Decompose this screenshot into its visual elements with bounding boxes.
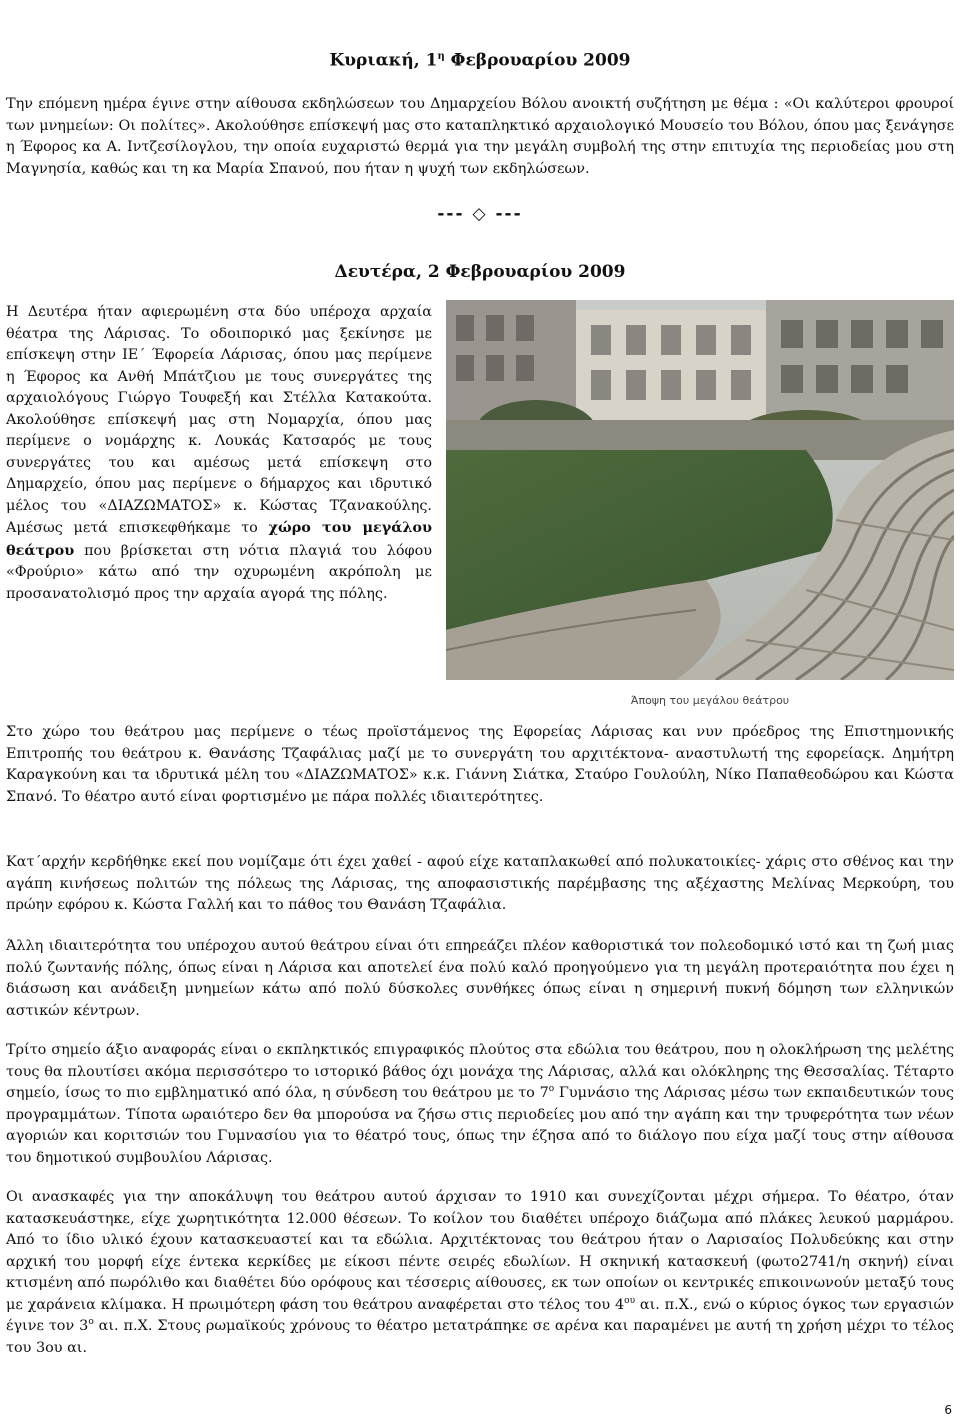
photo-caption: Άποψη του μεγάλου θεάτρου (630, 694, 790, 707)
paragraph-volos-museum: Την επόμενη ημέρα έγινε στην αίθουσα εκδηλώσεων του Δημαρχείου Βόλου ανοικτή συζήτηση με θέμα : «Οι καλύτεροι φρουροί των μνημείων: Οι πολίτες». Ακολούθησε επίσκεψή μας στο καταπληκτικό αρχαιολογικό Μουσείο του Βόλου, όπου μας ξενάγησε η Έφορος κα Α. Ιντζεσίλογλου, την οποία ευχαριστώ θερμά για την μεγάλη συμβολή της στην επιτυχία της περιοδείας μου στη Μαγνησία, καθώς και τη κα Μαρία Σπανού, που ήταν η ψυχή των εκδηλώσεων. (6, 96, 954, 177)
paragraph-excavations: Οι ανασκαφές για την αποκάλυψη του θεάτρου αυτού άρχισαν το 1910 και συνεχίζονται μέχρι σήμερα. Το θέατρο, όταν κατασκευάστηκε, είχε χωρητικότητα 12.000 θέσεων. Το κοίλον του διαθέτει υπέροχο διάζωμα από πλάκες λευκού μαρμάρου. Από το ίδιο υλικό έχουν κατασκευαστεί και τα εδώλια. Αρχιτέκτονας του θεάτρου ήταν ο Λαρισαίος Πολυδεύκης και στην αρχική του μορφή είχε έντεκα κερκίδες με είκοσι πέντε σειρές εδωλίων. Η σκηνική κατασκευή (φωτο2741/η σκηνή) είναι κτισμένη από πωρόλιθο και διαθέτει δύο ορόφους και τέσσερις αίθουσες, εκ των οποίων οι κεντρικές επικοινωνούν μεταξύ τους με χαράνεια κλίμακα. Η πρωιμότερη φάση του θεάτρου αναφέρεται στο τέλος του $4^{o\upsilon}$ αι. π.Χ., ενώ ο κύριος όγκος των εργασιών έγινε τον $3^o$ αι. π.Χ. Στους ρωμαϊκούς χρόνους το θέατρο μετατράπηκε σε αρένα και παραμένει με αυτή τη χρήση μέχρι το τέλος του 3ου αι. (6, 1189, 954, 1356)
page-number: 6 (944, 1403, 952, 1417)
section-divider: --- ◇ --- (437, 204, 523, 224)
paragraph-urban-fabric: Άλλη ιδιαιτερότητα του υπέροχου αυτού θεάτρου είναι ότι επηρεάζει πλέον καθοριστικά τον πολεοδομικό ιστό και τη ζωή μιας πολύ ζωντανής πόλης, όπως είναι η Λάρισα και αποτελεί ένα πολύ καλό προηγούμενο για τη μεγάλη προτεραιότητα που έχει η διάσωση και ανάδειξη μνημείων κάτω από πολύ δύσκολες συνθήκες όπως είναι η σημερινή πυκνή δόμηση των ελληνικών αστικών κέντρων. (6, 938, 954, 1019)
paragraph-theater-visit: Στο χώρο του θεάτρου μας περίμενε ο τέως προϊστάμενος της Εφορείας Λάρισας και νυν πρόεδρος της Επιστημονικής Επιτροπής του θεάτρου κ. Θανάσης Τζαφάλιας μαζί με το συνεργάτη του αρχιτέκτονα- αναστυλωτή της εφορείαςκ. Δημήτρη Καραγκούνη και τα ιδρυτικά μέλη του «ΔΙΑΖΩΜΑΤΟΣ» κ.κ. Γιάννη Σιάτκα, Σταύρο Γουλούλη, Νίκο Παπαθεοδώρου και Κώστα Σπανό. Το θέατρο αυτό είναι φορτισμένο με πάρα πολλές ιδιαιτερότητες. (6, 724, 954, 805)
section-heading-sunday: Κυριακή, $1^\eta$ Φεβρουαρίου 2009 (329, 50, 631, 71)
theater-site-emphasis: χώρο του μεγάλου θεάτρου (6, 519, 432, 559)
section-heading-monday: Δευτέρα, 2 Φεβρουαρίου 2009 (334, 262, 626, 282)
ancient-theater-image (446, 300, 954, 680)
paragraph-larissa-visits: Η Δευτέρα ήταν αφιερωμένη στα δύο υπέροχα αρχαία θέατρα της Λάρισας. Το οδοιπορικό μας ξεκίνησε με επίσκεψη στην ΙΕ΄ Έφορεία Λάρισας, όπου μας περίμενε η Έφορος κα Ανθή Μπάτζιου με τους συνεργάτες της αρχαιολόγους Γιώργο Τουφεξή και Στέλλα Κατακούτα. Ακολούθησε επίσκεψή μας στη Νομαρχία, όπου μας περίμενε ο νομάρχης κ. Λουκάς Κατσαρός με τους συνεργάτες του και αμέσως μετά επίσκεψη στο Δημαρχείο, όπου μας περίμενε ο δήμαρχος και ιδρυτικό μέλος του «ΔΙΑΖΩΜΑΤΟΣ» κ. Κώστας Τζανακούλης. Αμέσως μετά επισκεφθήκαμε το χώρο του μεγάλου θεάτρου που βρίσκεται στη νότια πλαγιά του λόφου «Φρούριο» κάτω από την οχυρωμένη ακρόπολη με προσανατολισμό προς την αρχαία αγορά της πόλης. (6, 304, 432, 602)
theater-photo (446, 300, 954, 680)
paragraph-inscriptions: Τρίτο σημείο άξιο αναφοράς είναι ο εκπληκτικός επιγραφικός πλούτος στα εδώλια του θεάτρου, που η ολοκλήρωση της μελέτης τους θα πλουτίσει ακόμα περισσότερο το ιστορικό βάθος όχι μονάχα της Λάρισας, αλλά και ολόκληρης της Θεσσαλίας. Τέταρτο σημείο, ίσως το πιο εμβληματικό από όλα, η σύνδεση του θεάτρου με το $7^o$ Γυμνάσιο της Λάρισας μέσω των εκπαιδευτικών τους προγραμμάτων. Τίποτα ωραιότερο δεν θα μπορούσα να ζήσω στις περιοδείες μου από την αγάπη και την τρυφερότητα των νέων αγοριών και κοριτσιών του Γυμνασίου για το θέατρό τους, όπως την έζησα από το διάλογο που είχα μαζί τους στην αίθουσα του δημοτικού συμβουλίου Λάρισας. (6, 1042, 954, 1166)
paragraph-theater-rescue: Κατ΄αρχήν κερδήθηκε εκεί που νομίζαμε ότι έχει χαθεί - αφού είχε καταπλακωθεί από πολυκατοικίες- χάρις στο σθένος και την αγάπη κινήσεως πολιτών της πόλεως της Λάρισας, της αποφασιστικής παρέμβασης της αξέχαστης Μελίνας Μερκούρη, του πρώην εφόρου κ. Κώστα Γαλλή και το πάθος του Θανάση Τζαφάλια. (6, 854, 954, 913)
